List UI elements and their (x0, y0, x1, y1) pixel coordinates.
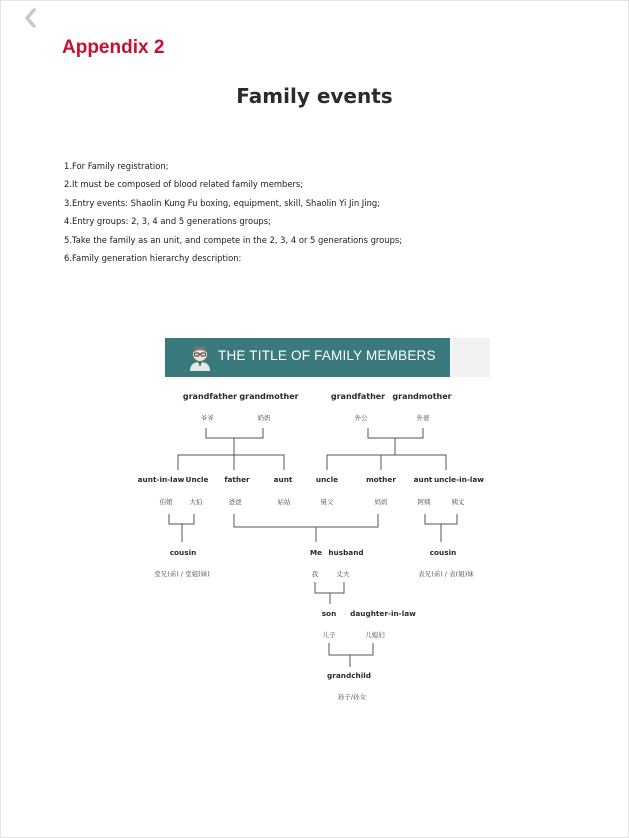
connector-line (169, 514, 194, 524)
member-uncle-in-law-zh: 姨丈 (451, 498, 465, 506)
member-pat-grandfather-zh: 爷爷 (200, 414, 214, 422)
connector-line (425, 514, 457, 524)
rule-item: 2.It must be composed of blood related family members; (64, 179, 304, 190)
appendix-heading: Appendix 2 (62, 37, 165, 58)
member-cousin-maternal: cousin (429, 548, 457, 557)
page-title: Family events (236, 84, 393, 108)
member-grandchild-zh: 孙子/孙女 (337, 693, 367, 701)
member-pat-grandmother: grandmother (239, 392, 299, 401)
member-father-zh: 爸爸 (228, 498, 242, 506)
connector-line (206, 428, 263, 438)
member-son: son (321, 609, 337, 618)
member-uncle-maternal-zh: 舅父 (320, 498, 334, 506)
rule-item: 1.For Family registration; (64, 161, 169, 171)
connector-line (315, 582, 344, 593)
connector-line (368, 428, 423, 438)
member-cousin-maternal-zh: 表兄(弟) / 表(姐)妹 (418, 570, 474, 578)
member-uncle-paternal-zh: 大伯 (189, 498, 203, 506)
member-aunt-paternal: aunt (273, 475, 293, 484)
member-mat-grandfather-zh: 外公 (354, 414, 368, 422)
connector-line (329, 643, 373, 655)
member-aunt-paternal-zh: 姑姑 (277, 498, 291, 506)
member-grandchild: grandchild (327, 671, 371, 680)
rule-item: 5.Take the family as an unit, and compete in the 2, 3, 4 or 5 generations groups; (64, 234, 403, 245)
connector-line (327, 455, 446, 470)
member-uncle-maternal: uncle (315, 475, 339, 484)
member-mat-grandfather: grandfather (330, 392, 386, 401)
connector-line (178, 455, 284, 470)
member-uncle-paternal: Uncle (185, 475, 209, 484)
rule-item: 4.Entry groups: 2, 3, 4 and 5 generations groups; (64, 216, 271, 227)
chart-title: THE TITLE OF FAMILY MEMBERS (218, 348, 436, 363)
member-me: Me (309, 548, 323, 557)
member-cousin-paternal-zh: 堂兄(弟) / 堂姐(妹) (154, 570, 210, 578)
member-me-zh: 我 (311, 570, 319, 578)
member-aunt-in-law-zh: 伯娘 (159, 498, 173, 506)
member-mother-zh: 妈妈 (374, 498, 388, 506)
member-daughter-in-law-zh: 儿媳妇 (365, 631, 385, 639)
member-aunt-in-law: aunt-in-law (137, 475, 185, 484)
member-aunt-maternal: aunt (413, 475, 433, 484)
member-uncle-in-law: uncle-in-law (433, 475, 485, 484)
member-cousin-paternal: cousin (169, 548, 197, 557)
member-aunt-maternal-zh: 阿姨 (417, 498, 431, 506)
member-mat-grandmother: grandmother (392, 392, 452, 401)
member-pat-grandfather: grandfather (182, 392, 238, 401)
member-mat-grandmother-zh: 外婆 (416, 414, 430, 422)
member-pat-grandmother-zh: 奶奶 (257, 414, 271, 422)
rule-item: 6.Family generation hierarchy description: (64, 252, 242, 263)
member-daughter-in-law: daughter-in-law (350, 609, 416, 618)
connector-line (234, 514, 378, 527)
member-son-zh: 儿子 (322, 631, 336, 639)
rule-item: 3.Entry events: Shaolin Kung Fu boxing, equipment, skill, Shaolin Yi Jin Jing; (64, 197, 381, 208)
member-husband: husband (328, 548, 364, 557)
member-father: father (224, 475, 250, 484)
member-husband-zh: 丈夫 (336, 570, 350, 578)
member-mother: mother (366, 475, 396, 484)
